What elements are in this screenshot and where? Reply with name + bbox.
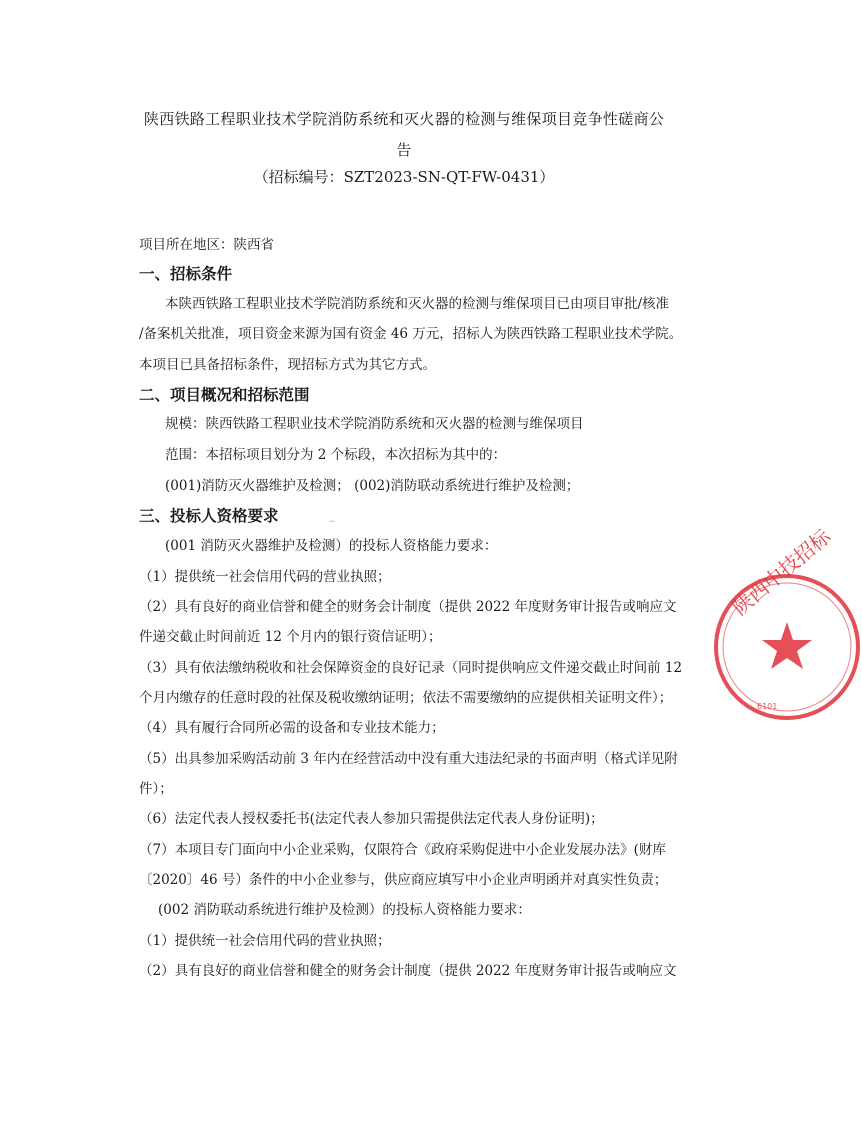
section3-heading: 三、投标人资格要求 [139, 506, 279, 525]
faint-mark: ~ [328, 517, 336, 527]
lot1-requirement: 件）； [139, 781, 173, 797]
title-line-2: 告 [396, 141, 412, 159]
tender-code: （招标编号：SZT2023-SN-QT-FW-0431） [253, 168, 555, 186]
title-line-1: 陕西铁路工程职业技术学院消防系统和灭火器的检测与维保项目竞争性磋商公 [143, 110, 665, 128]
section1-line: 本陕西铁路工程职业技术学院消防系统和灭火器的检测与维保项目已由项目审批/核准 [165, 296, 670, 312]
section2-scope: 范围：本招标项目划分为 2 个标段，本次招标为其中的： [165, 447, 507, 463]
seal-star-icon [762, 622, 812, 669]
section1-line: 本项目已具备招标条件，现招标方式为其它方式。 [139, 357, 436, 373]
svg-text:6101: 6101 [757, 702, 778, 711]
lot1-requirement: 个月内缴存的任意时段的社保及税收缴纳证明；依法不需要缴纳的应提供相关证明文件）； [139, 690, 673, 706]
document-title [130, 104, 678, 166]
lot1-requirement: （4）具有履行合同所必需的设备和专业技术能力； [139, 720, 445, 736]
section2-scale: 规模：陕西铁路工程职业技术学院消防系统和灭火器的检测与维保项目 [165, 416, 584, 432]
lot2-requirement: （2）具有良好的商业信誉和健全的财务会计制度（提供 2022 年度财务审计报告或响应文 [139, 963, 677, 979]
section1-line: /备案机关批准，项目资金来源为国有资金 46 万元，招标人为陕西铁路工程职业技术学院。 [139, 326, 683, 342]
lot1-intro: (001 消防灭火器维护及检测）的投标人资格能力要求： [165, 538, 498, 554]
official-seal [712, 524, 862, 722]
lot1-requirement: （2）具有良好的商业信誉和健全的财务会计制度（提供 2022 年度财务审计报告或响应文 [139, 599, 677, 615]
lot1-requirement: （3）具有依法缴纳税收和社会保障资金的良好记录（同时提供响应文件递交截止时间前 12 [139, 660, 683, 676]
lot1-requirement: （5）出具参加采购活动前 3 年内在经营活动中没有重大违法纪录的书面声明（格式详见附 [139, 751, 678, 767]
section2-heading: 二、项目概况和招标范围 [139, 385, 310, 404]
project-region: 项目所在地区：陕西省 [139, 237, 274, 253]
lot1-requirement: （6）法定代表人授权委托书(法定代表人参加只需提供法定代表人身份证明)； [139, 811, 604, 827]
lot2-intro: (002 消防联动系统进行维护及检测）的投标人资格能力要求： [158, 902, 531, 918]
section2-lots: (001)消防灭火器维护及检测； (002)消防联动系统进行维护及检测； [165, 478, 580, 494]
lot1-requirement: （1）提供统一社会信用代码的营业执照； [139, 569, 391, 585]
lot1-requirement: （7）本项目专门面向中小企业采购，仅限符合《政府采购促进中小企业发展办法》(财库 [139, 842, 666, 858]
lot2-requirement: （1）提供统一社会信用代码的营业执照； [139, 933, 391, 949]
section1-heading: 一、招标条件 [139, 264, 233, 283]
lot1-requirement: 件递交截止时间前近 12 个月内的银行资信证明）； [139, 629, 442, 645]
svg-text:陕西中技招标: 陕西中技招标 [727, 524, 836, 620]
lot1-requirement: 〔2020〕46 号）条件的中小企业参与，供应商应填写中小企业声明函并对真实性负责； [139, 872, 668, 888]
